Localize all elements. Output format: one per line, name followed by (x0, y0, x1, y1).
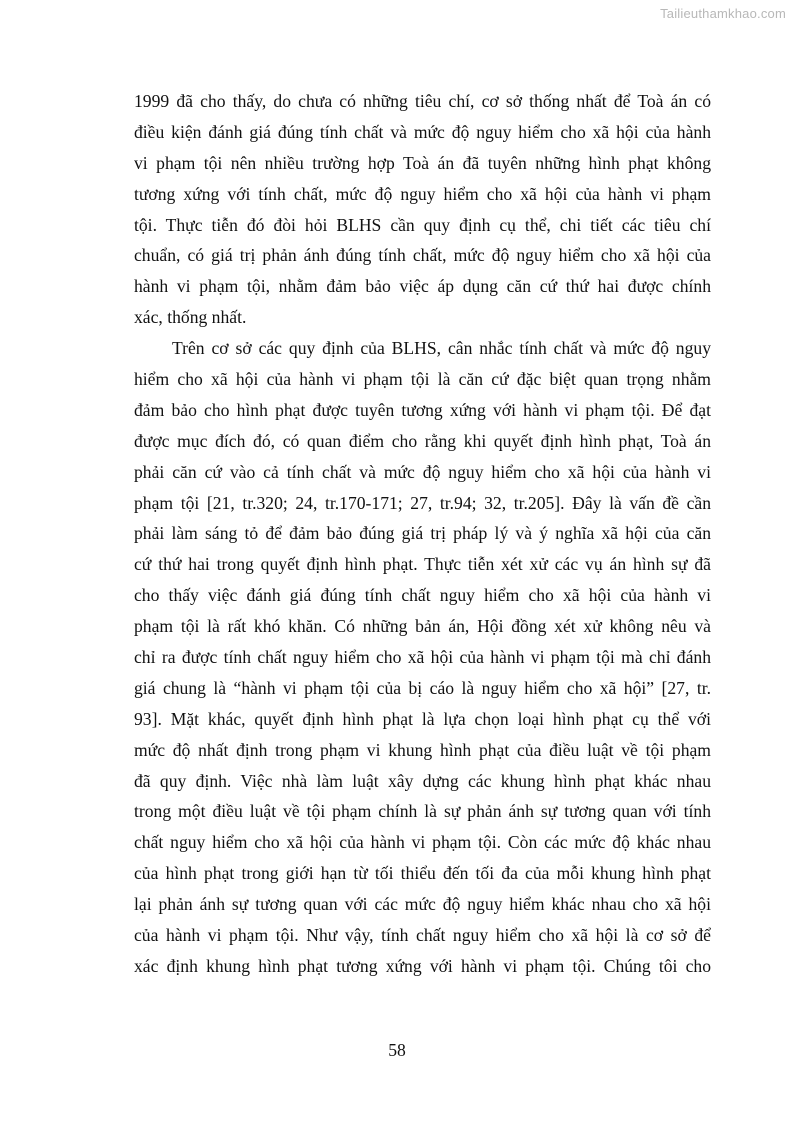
text-line: 93]. Mặt khác, quyết định hình phạt là lựa chọn loại hình phạt cụ thể với (134, 708, 711, 729)
text-line: đã quy định. Việc nhà làm luật xây dựng các khung hình phạt khác nhau (134, 770, 711, 791)
text-line: tội. Thực tiễn đó đòi hỏi BLHS cần quy định cụ thể, chi tiết các tiêu chí (134, 214, 711, 235)
text-line: cứ thứ hai trong quyết định hình phạt. Thực tiễn xét xử các vụ án hình sự đã (134, 554, 711, 575)
text-line: 1999 đã cho thấy, do chưa có những tiêu chí, cơ sở thống nhất để Toà án có (134, 91, 711, 111)
page-body (134, 86, 711, 982)
text-line: mức độ nhất định trong phạm vi khung hình phạt của điều luật về tội phạm (134, 739, 711, 760)
text-line: hiểm cho xã hội của hành vi phạm tội là căn cứ đặc biệt quan trọng nhằm (134, 369, 711, 390)
watermark: Tailieuthamkhao.com (660, 6, 786, 21)
text-line: xác định khung hình phạt tương xứng với hành vi phạm tội. Chúng tôi cho (134, 955, 711, 976)
text-line: chỉ ra được tính chất nguy hiểm cho xã hội của hành vi phạm tội mà chỉ đánh (134, 647, 711, 668)
paragraph-start-line: Trên cơ sở các quy định của BLHS, cân nhắc tính chất và mức độ nguy (172, 338, 711, 359)
text-line: giá chung là “hành vi phạm tội của bị cáo là nguy hiểm cho xã hội” [27, tr. (134, 677, 711, 698)
text-line: phải làm sáng tỏ để đảm bảo đúng giá trị pháp lý và ý nghĩa xã hội của căn (134, 523, 711, 544)
text-line: của hình phạt trong giới hạn từ tối thiểu đến tối đa của mỗi khung hình phạt (134, 863, 711, 884)
text-line: tương xứng với tính chất, mức độ nguy hiểm cho xã hội của hành vi phạm (134, 183, 711, 204)
text-line: phải căn cứ vào cả tính chất và mức độ nguy hiểm cho xã hội của hành vi (134, 461, 711, 482)
text-line: lại phản ánh sự tương quan với các mức độ nguy hiểm khác nhau cho xã hội (134, 894, 711, 915)
text-line: vi phạm tội nên nhiều trường hợp Toà án đã tuyên những hình phạt không (134, 152, 711, 173)
text-line: cho thấy việc đánh giá đúng tính chất nguy hiểm cho xã hội của hành vi (134, 585, 711, 606)
text-line: trong một điều luật về tội phạm chính là sự phản ánh sự tương quan với tính (134, 801, 711, 822)
text-line: phạm tội là rất khó khăn. Có những bản án, Hội đồng xét xử không nêu và (134, 616, 711, 637)
text-line: hành vi phạm tội, nhằm đảm bảo việc áp dụng căn cứ thứ hai được chính (134, 276, 711, 297)
text-line: chất nguy hiểm cho xã hội của hành vi phạm tội. Còn các mức độ khác nhau (134, 832, 711, 853)
text-line: xác, thống nhất. (134, 307, 247, 328)
text-line: chuẩn, có giá trị phản ánh đúng tính chất, mức độ nguy hiểm cho xã hội của (134, 245, 711, 266)
text-line: điều kiện đánh giá đúng tính chất và mức độ nguy hiểm cho xã hội của hành (134, 121, 711, 142)
page-number: 58 (388, 1040, 406, 1060)
text-line: được mục đích đó, có quan điểm cho rằng khi quyết định hình phạt, Toà án (134, 430, 711, 451)
text-line: của hành vi phạm tội. Như vậy, tính chất nguy hiểm cho xã hội là cơ sở để (134, 925, 711, 946)
text-line: phạm tội [21, tr.320; 24, tr.170-171; 27, tr.94; 32, tr.205]. Đây là vấn đề cần (134, 492, 711, 513)
text-line: đảm bảo cho hình phạt được tuyên tương xứng với hành vi phạm tội. Để đạt (134, 399, 711, 420)
